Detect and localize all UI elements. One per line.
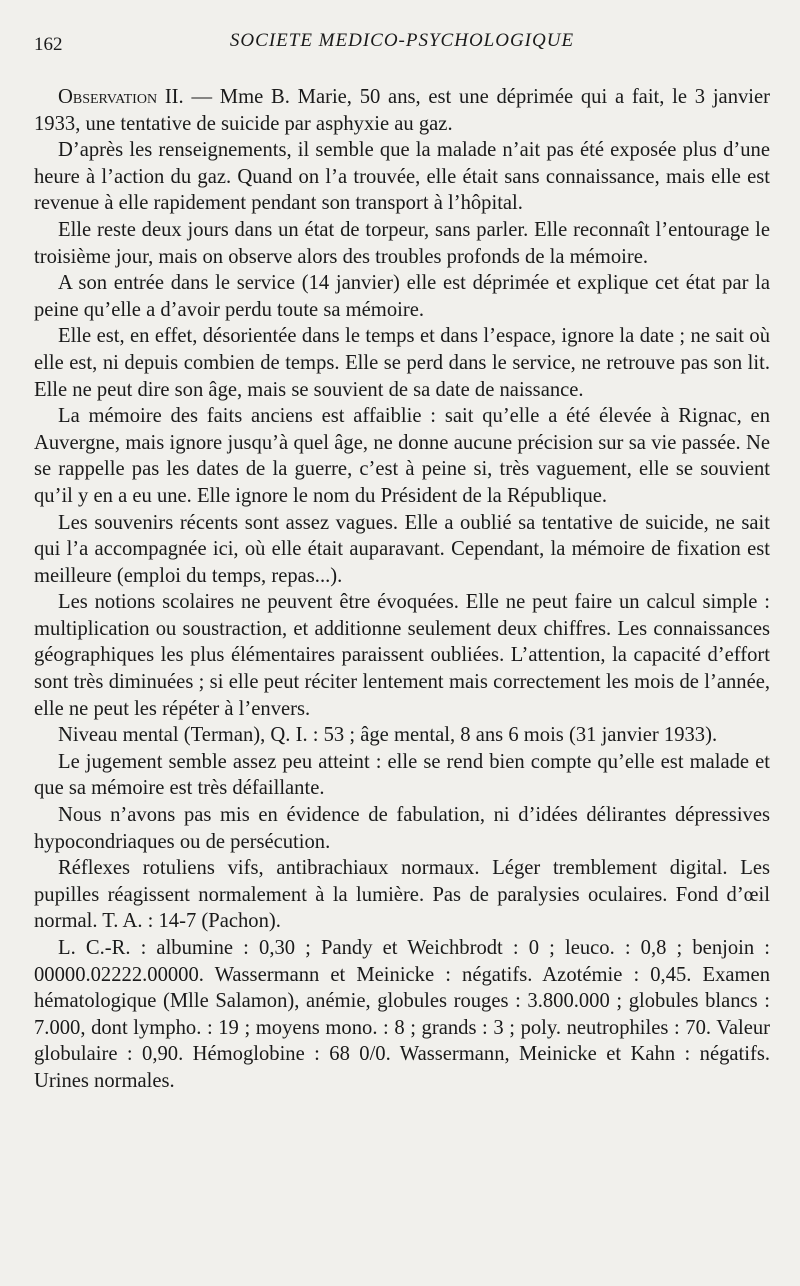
observation-intro: — Mme B. Marie, 50 ans, est une déprimée qui a fait, le 3 janvier 1933, une tentative de suicide par asphyxie au gaz. bbox=[34, 86, 771, 135]
paragraph-torpeur: Elle reste deux jours dans un état de torpeur, sans parler. Elle reconnaît l’entourage le troisième jour, mais on observe alors des troubles profonds de la mémoire. bbox=[34, 218, 770, 268]
paragraph-notions-scolaires: Les notions scolaires ne peuvent être évoquées. Elle ne peut faire un calcul simple : multiplication ou soustraction, et additionne seulement deux chiffres. Les connaissances géographiques les plus élémentaires paraissent oubliées. L’attention, la capacité d’effort sont très diminuées ; si elle peut réciter lentement mais correctement les mois de l’année, elle ne peut les répéter à l’envers. bbox=[34, 591, 770, 720]
page-number: 162 bbox=[34, 34, 63, 55]
page-header bbox=[34, 30, 770, 64]
paragraph-renseignements: D’après les renseignements, il semble que la malade n’ait pas été exposée plus d’une heure à l’action du gaz. Quand on l’a trouvée, elle était sans connaissance, mais elle est revenue à elle rapidement pendant son transport à l’hôpital. bbox=[34, 139, 770, 215]
observation-label: Observation II. bbox=[58, 86, 184, 108]
paragraph-faits-anciens: La mémoire des faits anciens est affaiblie : sait qu’elle a été élevée à Rignac, en Auvergne, mais ignore jusqu’à quel âge, ne donne aucune précision sur sa vie passée. Ne se rappelle pas les dates de la guerre, c’est à peine si, très vaguement, elle se souvient qu’il y en a eu une. Elle ignore le nom du Président de la République. bbox=[34, 405, 770, 507]
paragraph-fabulation: Nous n’avons pas mis en évidence de fabulation, ni d’idées délirantes dépressives hypocondriaques ou de persécution. bbox=[34, 804, 770, 853]
paragraph-jugement: Le jugement semble assez peu atteint : elle se rend bien compte qu’elle est malade et que sa mémoire est très défaillante. bbox=[34, 750, 770, 800]
paragraph-entree: A son entrée dans le service (14 janvier) elle est déprimée et explique cet état par la peine qu’elle a d’avoir perdu toute sa mémoire. bbox=[34, 272, 770, 321]
running-head: SOCIETE MEDICO-PSYCHOLOGIQUE bbox=[229, 30, 575, 51]
paragraph-lcr: L. C.-R. : albumine : 0,30 ; Pandy et Weichbrodt : 0 ; leuco. : 0,8 ; benjoin : 00000.02222.00000. Wassermann et Meinicke : négatifs. Azotémie : 0,45. Examen hématologique (Mlle Salamon), anémie, globules rouges : 3.800.000 ; globules blancs : 7.000, dont lympho. : 19 ; moyens mono. : 8 ; grands : 3 ; poly. neutrophiles : 70. Valeur globulaire : 0,90. Hémoglobine : 68 0/0. Wassermann, Meinicke et Kahn : négatifs. Urines normales. bbox=[34, 937, 770, 1092]
paragraph-souvenirs-recents: Les souvenirs récents sont assez vagues. Elle a oublié sa tentative de suicide, ne sait qui l’a accompagnée ici, où elle était auparavant. Cependant, la mémoire de fixation est meilleure (emploi du temps, repas...). bbox=[34, 511, 770, 587]
paragraph-desorientation: Elle est, en effet, désorientée dans le temps et dans l’espace, ignore la date ; ne sait où elle est, ni depuis combien de temps. Elle se perd dans le service, ne retrouve pas son lit. Elle ne peut dire son âge, mais se souvient de sa date de naissance. bbox=[34, 325, 770, 401]
paragraph-reflexes: Réflexes rotuliens vifs, antibrachiaux normaux. Léger tremblement digital. Les pupilles réagissent normalement à la lumière. Pas de paralysies oculaires. Fond d’œil normal. T. A. : 14-7 (Pachon). bbox=[34, 857, 770, 933]
paragraph-niveau-mental: Niveau mental (Terman), Q. I. : 53 ; âge mental, 8 ans 6 mois (31 janvier 1933). bbox=[58, 724, 718, 747]
body-text bbox=[34, 84, 770, 1095]
observation-paragraph bbox=[34, 84, 770, 137]
